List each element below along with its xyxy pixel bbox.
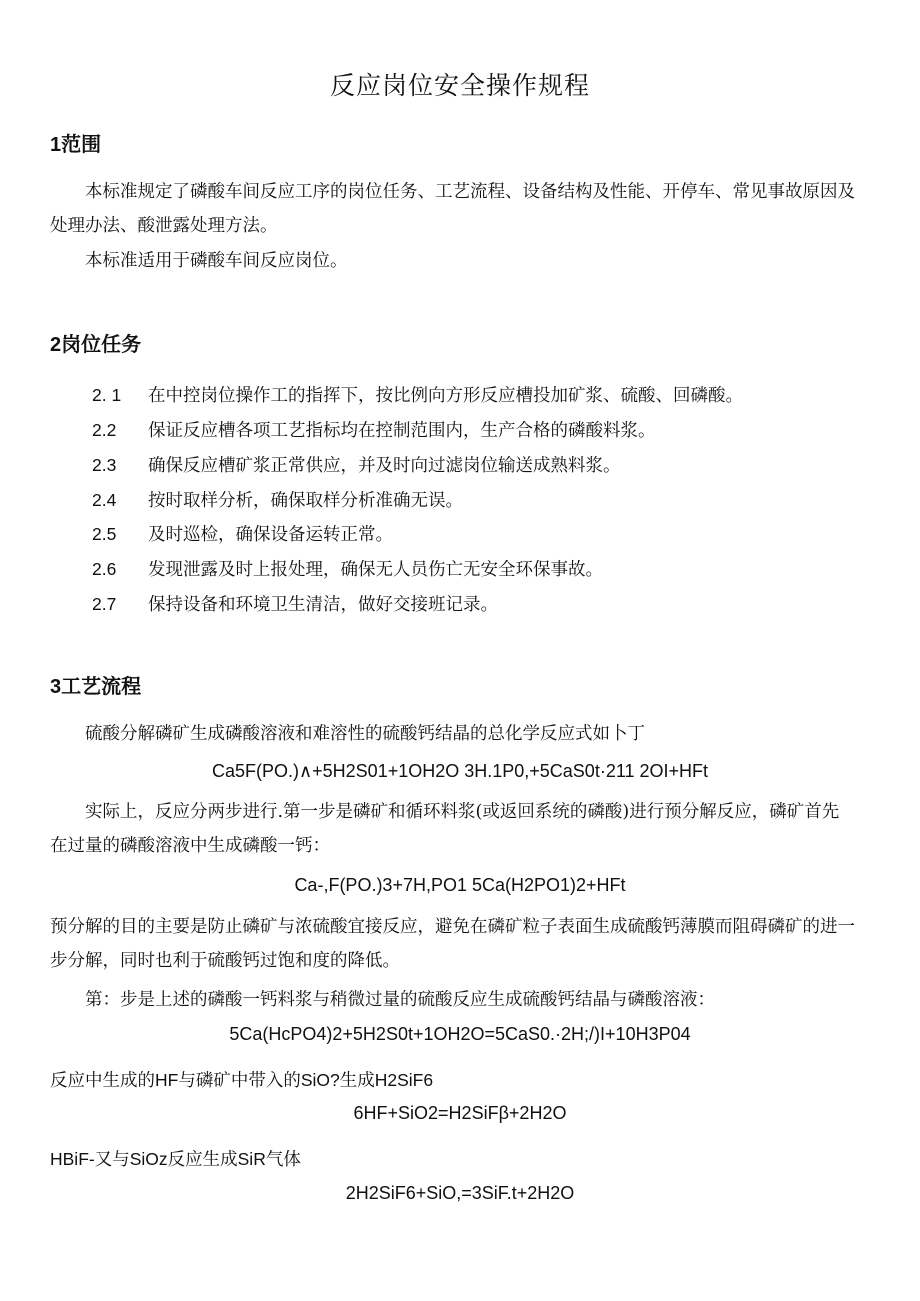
task-item-text: 保证反应槽各项工艺指标均在控制范围内，生产合格的磷酸料浆。	[148, 421, 656, 441]
task-item	[92, 521, 393, 546]
task-item-number: 2.4	[92, 490, 117, 510]
task-item-number: 2.6	[92, 559, 117, 579]
task-item	[92, 591, 498, 616]
section-heading-scope: 1范围	[50, 134, 102, 156]
paragraph-process-6: HBiF-又与SiOz反应生成SiR气体	[50, 1149, 301, 1169]
equation-4: 6HF+SiO2=H2SiFβ+2H2O	[353, 1103, 567, 1123]
page-title: 反应岗位安全操作规程	[329, 71, 590, 100]
task-item	[92, 452, 621, 477]
task-item	[92, 382, 743, 407]
task-item-text: 保持设备和环境卫生清洁，做好交接班记录。	[148, 595, 498, 615]
task-item-number: 2.5	[92, 524, 117, 544]
paragraph-process-3: 预分解的目的主要是防止磷矿与浓硫酸宜接反应，避免在磷矿粒子表面生成硫酸钙薄膜而阻碍磷矿的进一步分解，同时也利于硫酸钙过饱和度的降低。	[50, 917, 855, 971]
task-item-text: 按时取样分析，确保取样分析准确无误。	[148, 491, 463, 511]
task-item-text: 发现泄露及时上报处理，确保无人员伤亡无安全环保事故。	[148, 560, 603, 580]
equation-3: 5Ca(HcPO4)2+5H2S0t+1OH2O=5CaS0.·2H;/)I+10H3P04	[229, 1024, 691, 1044]
task-item-number: 2.3	[92, 455, 117, 475]
task-item	[92, 556, 603, 581]
task-item-text: 及时巡检，确保设备运转正常。	[148, 525, 393, 545]
section-heading-process: 3工艺流程	[50, 676, 142, 698]
task-item-number: 2.7	[92, 594, 117, 614]
paragraph-process-4: 第：步是上述的磷酸一钙料浆与稍微过量的硫酸反应生成硫酸钙结晶与磷酸溶液：	[85, 990, 715, 1010]
task-item-number: 2.2	[92, 420, 117, 440]
equation-2: Ca-,F(PO.)3+7H,PO1 5Ca(H2PO1)2+HFt	[294, 875, 626, 895]
equation-5: 2H2SiF6+SiO,=3SiF.t+2H2O	[345, 1183, 575, 1203]
paragraph-process-5: 反应中生成的HF与磷矿中带入的SiO?生成H2SiF6	[50, 1070, 434, 1090]
paragraph-process-2: 实际上，反应分两步进行.第一步是磷矿和循环料浆(或返回系统的磷酸)进行预分解反应，磷矿首先在过量的磷酸溶液中生成磷酸一钙：	[50, 802, 840, 856]
task-item-text: 确保反应槽矿浆正常供应，并及时向过滤岗位输送成熟料浆。	[148, 456, 621, 476]
equation-1: Ca5F(PO.)∧+5H2S01+1OH2O 3H.1P0,+5CaS0t·211 2OI+HFt	[211, 761, 709, 781]
paragraph-scope-1: 本标准规定了磷酸车间反应工序的岗位任务、工艺流程、设备结构及性能、开停车、常见事故原因及处理办法、酸泄露处理方法。	[50, 182, 855, 236]
paragraph-scope-2: 本标准适用于磷酸车间反应岗位。	[85, 251, 348, 271]
paragraph-process-1: 硫酸分解磷矿生成磷酸溶液和难溶性的硫酸钙结晶的总化学反应式如卜丁	[85, 724, 645, 744]
task-item-number: 2. 1	[92, 385, 122, 405]
task-item	[92, 487, 463, 512]
task-item	[92, 417, 656, 442]
section-heading-tasks: 2岗位任务	[50, 334, 142, 356]
task-item-text: 在中控岗位操作工的指挥下，按比例向方形反应槽投加矿浆、硫酸、回磷酸。	[148, 386, 743, 406]
